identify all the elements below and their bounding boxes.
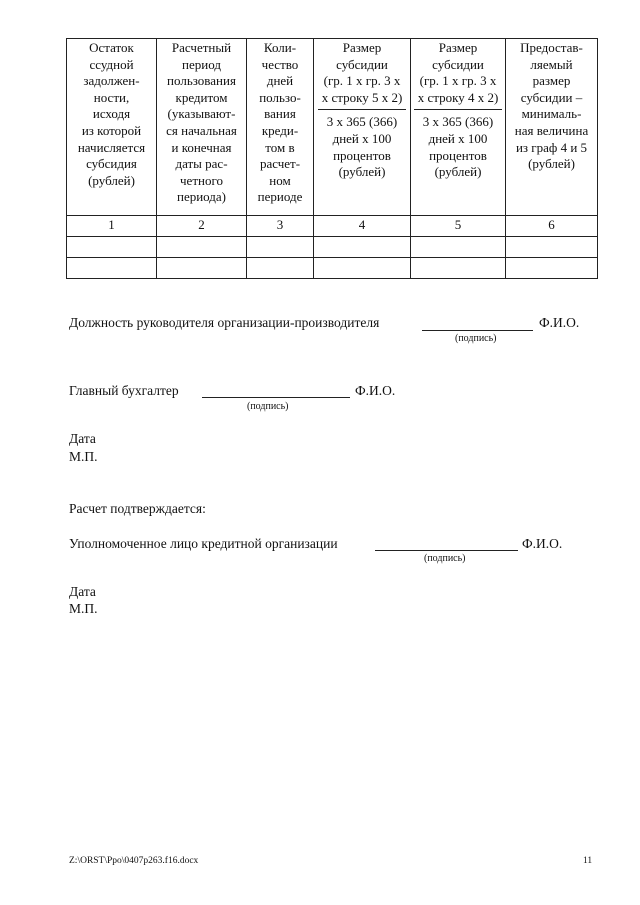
- table-cell: [247, 237, 314, 258]
- table-cell: [506, 237, 598, 258]
- header-text-line: период: [182, 56, 221, 72]
- header-cell-subsidy-line4: [411, 39, 506, 216]
- header-cell-balance: [67, 39, 157, 216]
- page-number: 11: [583, 856, 593, 866]
- table-cell: [247, 258, 314, 279]
- header-cell-granted: [506, 39, 598, 216]
- table-cell: [157, 237, 247, 258]
- header-text-line: (рублей): [88, 172, 135, 188]
- header-cell-subsidy-line5: [314, 39, 411, 216]
- stamp-label: М.П.: [69, 449, 98, 464]
- header-text-line: дней x 100: [332, 130, 392, 146]
- accountant-fio: Ф.И.О.: [355, 383, 396, 398]
- header-text-line: и конечная: [171, 139, 232, 155]
- header-text-line: расчет-: [259, 156, 301, 172]
- bank-signature-line: [375, 550, 518, 551]
- header-text-line: ности,: [93, 89, 130, 105]
- header-text-line: Расчетный: [171, 40, 232, 55]
- header-text-line: ная величина: [514, 122, 589, 138]
- header-text-line: Остаток: [89, 40, 134, 55]
- table-cell: [67, 237, 157, 258]
- column-number: 3: [247, 216, 314, 237]
- director-signature-caption: (подпись): [455, 333, 497, 344]
- table-cell: [314, 237, 411, 258]
- bank-representative-label: Уполномоченное лицо кредитной организации: [69, 536, 338, 551]
- fraction-divider: [318, 109, 406, 110]
- column-number: 1: [67, 216, 157, 237]
- column-number: 6: [506, 216, 598, 237]
- header-text-line: креди-: [261, 122, 299, 138]
- header-text-line: размер: [532, 73, 571, 89]
- date-label: Дата: [69, 431, 96, 446]
- header-text-line: пользования: [167, 73, 236, 89]
- header-text-line: субсидии –: [520, 89, 583, 105]
- header-text-line: начисляется: [77, 139, 146, 155]
- table-cell: [314, 258, 411, 279]
- table-empty-row: [67, 258, 598, 279]
- header-text-line: даты рас-: [175, 156, 228, 172]
- table-header-row: [67, 39, 598, 216]
- accountant-label: Главный бухгалтер: [69, 383, 179, 398]
- director-position-label: Должность руководителя организации-производителя: [69, 315, 380, 330]
- header-text-line: Коли-: [263, 40, 297, 55]
- header-text-line: x строку 5 x 2): [321, 89, 403, 105]
- bank-fio: Ф.И.О.: [522, 536, 563, 551]
- header-text-line: том в: [265, 139, 295, 155]
- header-cell-days: [247, 39, 314, 216]
- column-number: 4: [314, 216, 411, 237]
- header-text-line: задолжен-: [83, 73, 140, 89]
- header-text-line: 3 x 365 (366): [422, 114, 494, 130]
- table-cell: [506, 258, 598, 279]
- header-text-line: Предостав-: [520, 40, 583, 55]
- confirmation-text: Расчет подтверждается:: [69, 501, 206, 516]
- column-number: 5: [411, 216, 506, 237]
- header-text-line: дней: [266, 73, 294, 89]
- header-text-line: Размер: [342, 40, 382, 55]
- accountant-signature-caption: (подпись): [247, 401, 289, 412]
- header-text-line: дней x 100: [428, 130, 488, 146]
- header-text-line: ляемый: [530, 56, 573, 72]
- director-fio: Ф.И.О.: [539, 315, 580, 330]
- table-cell: [411, 237, 506, 258]
- header-text-line: периоде: [257, 189, 303, 205]
- table-empty-row: [67, 237, 598, 258]
- header-text-line: (рублей): [434, 164, 482, 180]
- header-text-line: ном: [269, 172, 291, 188]
- header-text-line: минималь-: [521, 106, 582, 122]
- header-text-line: четного: [180, 172, 223, 188]
- date-label: Дата: [69, 584, 96, 599]
- header-text-line: (указывают-: [167, 106, 236, 122]
- footer-file-path: Z:\ORST\Ppo\0407p263.f16.docx: [69, 856, 199, 866]
- header-text-line: исходя: [92, 106, 131, 122]
- fraction-divider: [414, 109, 502, 110]
- header-text-line: (рублей): [528, 156, 575, 172]
- table-number-row: [67, 216, 598, 237]
- stamp-label: М.П.: [69, 601, 98, 616]
- header-text-line: вания: [264, 106, 296, 122]
- header-text-line: чество: [261, 56, 299, 72]
- header-text-line: субсидии: [336, 56, 388, 72]
- header-text-line: Размер: [438, 40, 478, 55]
- header-text-line: x строку 4 x 2): [417, 89, 499, 105]
- header-text-line: пользо-: [259, 89, 301, 105]
- table-cell: [67, 258, 157, 279]
- header-text-line: из которой: [81, 122, 142, 138]
- header-text-line: субсидия: [86, 156, 137, 172]
- header-text-line: кредитом: [175, 89, 228, 105]
- director-signature-line: [422, 330, 533, 331]
- column-number: 2: [157, 216, 247, 237]
- accountant-signature-line: [202, 397, 350, 398]
- header-text-line: процентов: [333, 147, 391, 163]
- header-text-line: процентов: [429, 147, 487, 163]
- header-text-line: из граф 4 и 5: [515, 139, 588, 155]
- header-text-line: субсидии: [432, 56, 484, 72]
- table-cell: [157, 258, 247, 279]
- table-cell: [411, 258, 506, 279]
- bank-signature-caption: (подпись): [424, 553, 466, 564]
- header-text-line: (гр. 1 x гр. 3 x: [323, 73, 401, 89]
- header-text-line: ссудной: [89, 56, 134, 72]
- subsidy-calculation-table: [66, 38, 598, 279]
- header-text-line: ся начальная: [166, 122, 237, 138]
- header-text-line: 3 x 365 (366): [326, 114, 398, 130]
- header-text-line: (гр. 1 x гр. 3 x: [419, 73, 497, 89]
- header-text-line: (рублей): [338, 164, 386, 180]
- header-cell-period: [157, 39, 247, 216]
- header-text-line: периода): [176, 189, 227, 205]
